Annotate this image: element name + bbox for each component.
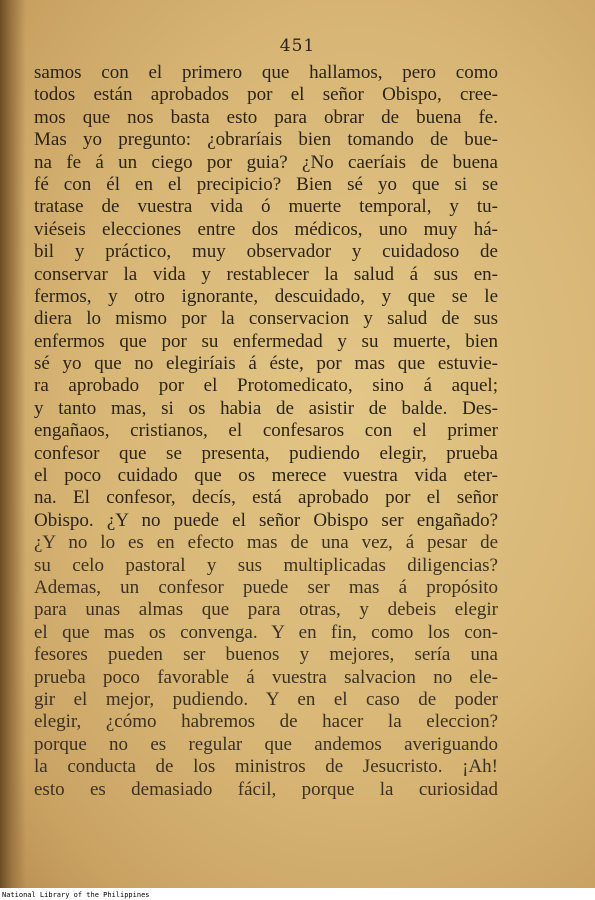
- text-line: Obispo. ¿Y no puede el señor Obispo ser engañado?: [34, 509, 498, 531]
- text-line: diera lo mismo por la conservacion y salud de sus: [34, 308, 498, 330]
- text-line: ¿Y no lo es en efecto mas de una vez, á pesar de: [34, 532, 498, 554]
- text-line: porque no es regular que andemos averiguando: [34, 733, 498, 755]
- text-line: para unas almas que para otras, y debeis elegir: [34, 599, 498, 621]
- text-line: el que mas os convenga. Y en fin, como los con-: [34, 621, 498, 643]
- body-text: [34, 62, 498, 801]
- text-line: y tanto mas, si os habia de asistir de balde. Des-: [34, 397, 498, 419]
- text-line: engañaos, cristianos, el confesaros con el primer: [34, 420, 498, 442]
- text-line: tratase de vuestra vida ó muerte temporal, y tu-: [34, 196, 498, 218]
- text-line: la conducta de los ministros de Jesucristo. ¡Ah!: [34, 756, 498, 778]
- text-line: mos que nos basta esto para obrar de buena fe.: [34, 106, 498, 128]
- text-line: sé yo que no elegiríais á éste, por mas que estuvie-: [34, 353, 498, 375]
- text-line: elegir, ¿cómo habremos de hacer la eleccion?: [34, 711, 498, 733]
- text-line: fesores pueden ser buenos y mejores, sería una: [34, 644, 498, 666]
- text-line: fermos, y otro ignorante, descuidado, y que se le: [34, 285, 498, 307]
- text-line: el poco cuidado que os merece vuestra vida eter-: [34, 465, 498, 487]
- page-number: 451: [279, 36, 316, 56]
- text-line: conservar la vida y restablecer la salud á sus en-: [34, 263, 498, 285]
- text-line: confesor que se presenta, pudiendo elegir, prueba: [34, 442, 498, 464]
- text-line: su celo pastoral y sus multiplicadas diligencias?: [34, 554, 498, 576]
- text-line: fé con él en el precipicio? Bien sé yo que si se: [34, 173, 498, 195]
- text-line: viéseis elecciones entre dos médicos, uno muy há-: [34, 218, 498, 240]
- text-line: na. El confesor, decís, está aprobado por el señor: [34, 487, 498, 509]
- text-line: prueba poco favorable á vuestra salvacion no ele-: [34, 666, 498, 688]
- text-line: samos con el primero que hallamos, pero como: [34, 62, 498, 83]
- text-line: esto es demasiado fácil, porque la curiosidad: [34, 778, 498, 800]
- text-line: enfermos que por su enfermedad y su muerte, bien: [34, 330, 498, 352]
- text-line: todos están aprobados por el señor Obispo, cree-: [34, 84, 498, 106]
- text-line: gir el mejor, pudiendo. Y en el caso de poder: [34, 688, 498, 710]
- text-line: na fe á un ciego por guia? ¿No caeríais de buena: [34, 151, 498, 173]
- text-line: Mas yo pregunto: ¿obraríais bien tomando de bue-: [34, 129, 498, 151]
- text-line: bil y práctico, muy observador y cuidadoso de: [34, 241, 498, 263]
- text-line: Ademas, un confesor puede ser mas á propósito: [34, 576, 498, 598]
- library-credit: National Library of the Philippines: [2, 891, 150, 899]
- book-spine-shadow: [0, 0, 26, 888]
- text-line: ra aprobado por el Protomedicato, sino á aquel;: [34, 375, 498, 397]
